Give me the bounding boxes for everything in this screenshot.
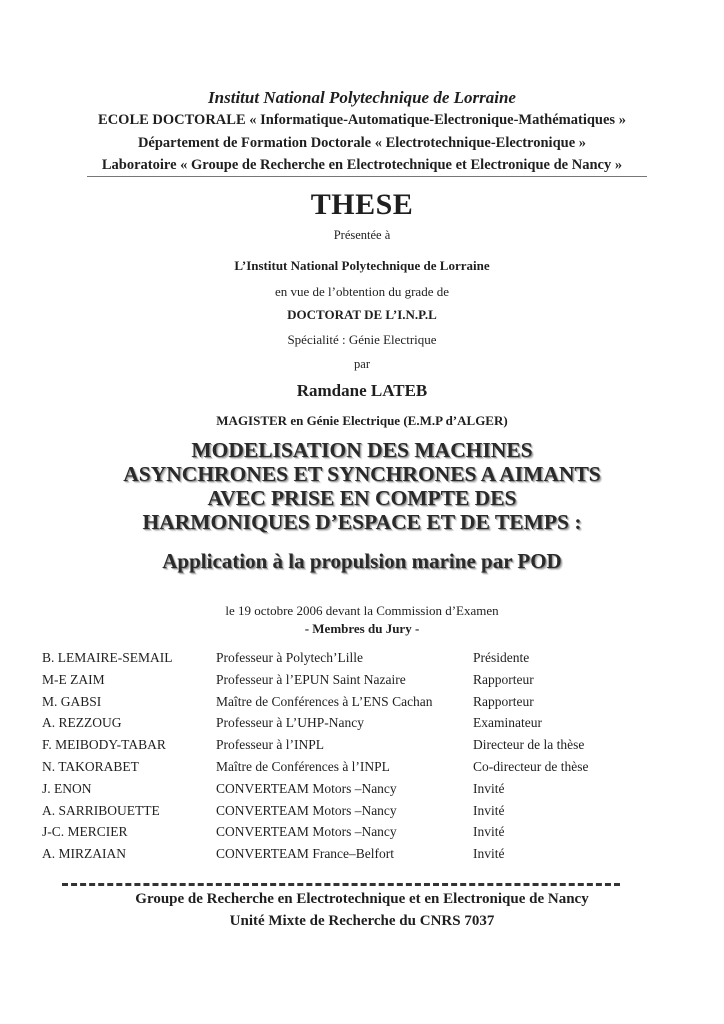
jury-member-name: B. LEMAIRE-SEMAIL [42, 650, 173, 665]
jury-member-position: CONVERTEAM Motors –Nancy [216, 780, 397, 796]
speciality-line: Spécialité : Génie Electrique [287, 332, 437, 347]
jury-member-name: J-C. MERCIER [42, 824, 128, 840]
jury-member-name: F. MEIBODY-TABAR [42, 737, 166, 753]
jury-member-position: CONVERTEAM Motors –Nancy [216, 802, 397, 818]
jury-member-role: Invité [473, 824, 505, 840]
jury-row [42, 650, 682, 672]
author-name: Ramdane LATEB [296, 381, 428, 400]
thesis-title [0, 438, 724, 534]
jury-member-role: Invité [473, 780, 505, 796]
jury-member-role: Directeur de la thèse [473, 737, 585, 753]
institution-name: L’Institut National Polytechnique de Lorraine [234, 258, 490, 273]
degree-intro-text: en vue de l’obtention du grade de [275, 284, 449, 299]
jury-row [42, 781, 682, 803]
thesis-title-line: AVEC PRISE EN COMPTE DES [207, 486, 517, 510]
jury-member-position: Professeur à Polytech’Lille [216, 650, 363, 665]
jury-member-position: Maître de Conférences à L’ENS Cachan [216, 693, 433, 709]
jury-member-position: Maître de Conférences à l’INPL [216, 758, 390, 774]
jury-member-position: Professeur à l’INPL [216, 737, 324, 753]
jury-list [42, 650, 682, 868]
author-credentials: MAGISTER en Génie Electrique (E.M.P d’ALGER) [216, 413, 508, 428]
jury-heading: - Membres du Jury - [304, 621, 420, 636]
defense-date-line: le 19 octobre 2006 devant la Commission d’Examen [225, 603, 499, 618]
jury-row [42, 759, 682, 781]
laboratory-line: Laboratoire « Groupe de Recherche en Electrotechnique et Electronique de Nancy » [101, 157, 623, 173]
jury-member-position: Professeur à l’EPUN Saint Nazaire [216, 671, 406, 687]
jury-row [42, 715, 682, 737]
jury-member-position: CONVERTEAM France–Belfort [216, 846, 395, 862]
jury-row [42, 672, 682, 694]
jury-row [42, 846, 682, 868]
by-label: par [354, 357, 370, 371]
jury-member-position: Professeur à L’UHP-Nancy [216, 715, 364, 731]
jury-member-role: Invité [473, 846, 505, 862]
jury-member-role: Co-directeur de thèse [473, 758, 589, 774]
thesis-title-line: MODELISATION DES MACHINES [191, 438, 533, 462]
department-line: Département de Formation Doctorale « Electrotechnique-Electronique » [137, 135, 587, 151]
document-type-title: THESE [310, 188, 414, 221]
jury-member-name: M-E ZAIM [42, 671, 105, 687]
presented-to-label: Présentée à [333, 228, 391, 242]
thesis-subtitle: Application à la propulsion marine par POD [162, 549, 562, 573]
degree-name: DOCTORAT DE L’I.N.P.L [287, 307, 437, 322]
jury-row [42, 694, 682, 716]
jury-member-name: N. TAKORABET [42, 758, 139, 774]
jury-member-name: M. GABSI [42, 693, 102, 709]
footer-cnrs-unit: Unité Mixte de Recherche du CNRS 7037 [229, 913, 495, 929]
footer-dashed-divider [62, 883, 620, 886]
doctoral-school-line: ECOLE DOCTORALE « Informatique-Automatique-Electronique-Mathématiques » [98, 112, 626, 128]
jury-row [42, 737, 682, 759]
jury-member-position: CONVERTEAM Motors –Nancy [216, 824, 397, 840]
jury-member-role: Invité [473, 802, 505, 818]
institute-heading: Institut National Polytechnique de Lorraine [208, 88, 516, 107]
jury-member-name: A. MIRZAIAN [42, 846, 126, 862]
jury-row [42, 824, 682, 846]
jury-member-name: A. SARRIBOUETTE [42, 802, 160, 818]
thesis-title-line: ASYNCHRONES ET SYNCHRONES A AIMANTS [123, 462, 601, 486]
jury-member-name: J. ENON [42, 780, 92, 796]
jury-member-name: A. REZZOUG [42, 715, 122, 731]
header-divider [87, 176, 647, 177]
jury-member-role: Rapporteur [473, 693, 534, 709]
jury-member-role: Rapporteur [473, 671, 534, 687]
jury-member-role: Examinateur [473, 715, 542, 731]
footer-lab-name: Groupe de Recherche en Electrotechnique et en Electronique de Nancy [135, 891, 589, 907]
jury-row [42, 803, 682, 825]
thesis-title-line: HARMONIQUES D’ESPACE ET DE TEMPS : [142, 510, 582, 534]
jury-member-role: Présidente [473, 650, 530, 665]
